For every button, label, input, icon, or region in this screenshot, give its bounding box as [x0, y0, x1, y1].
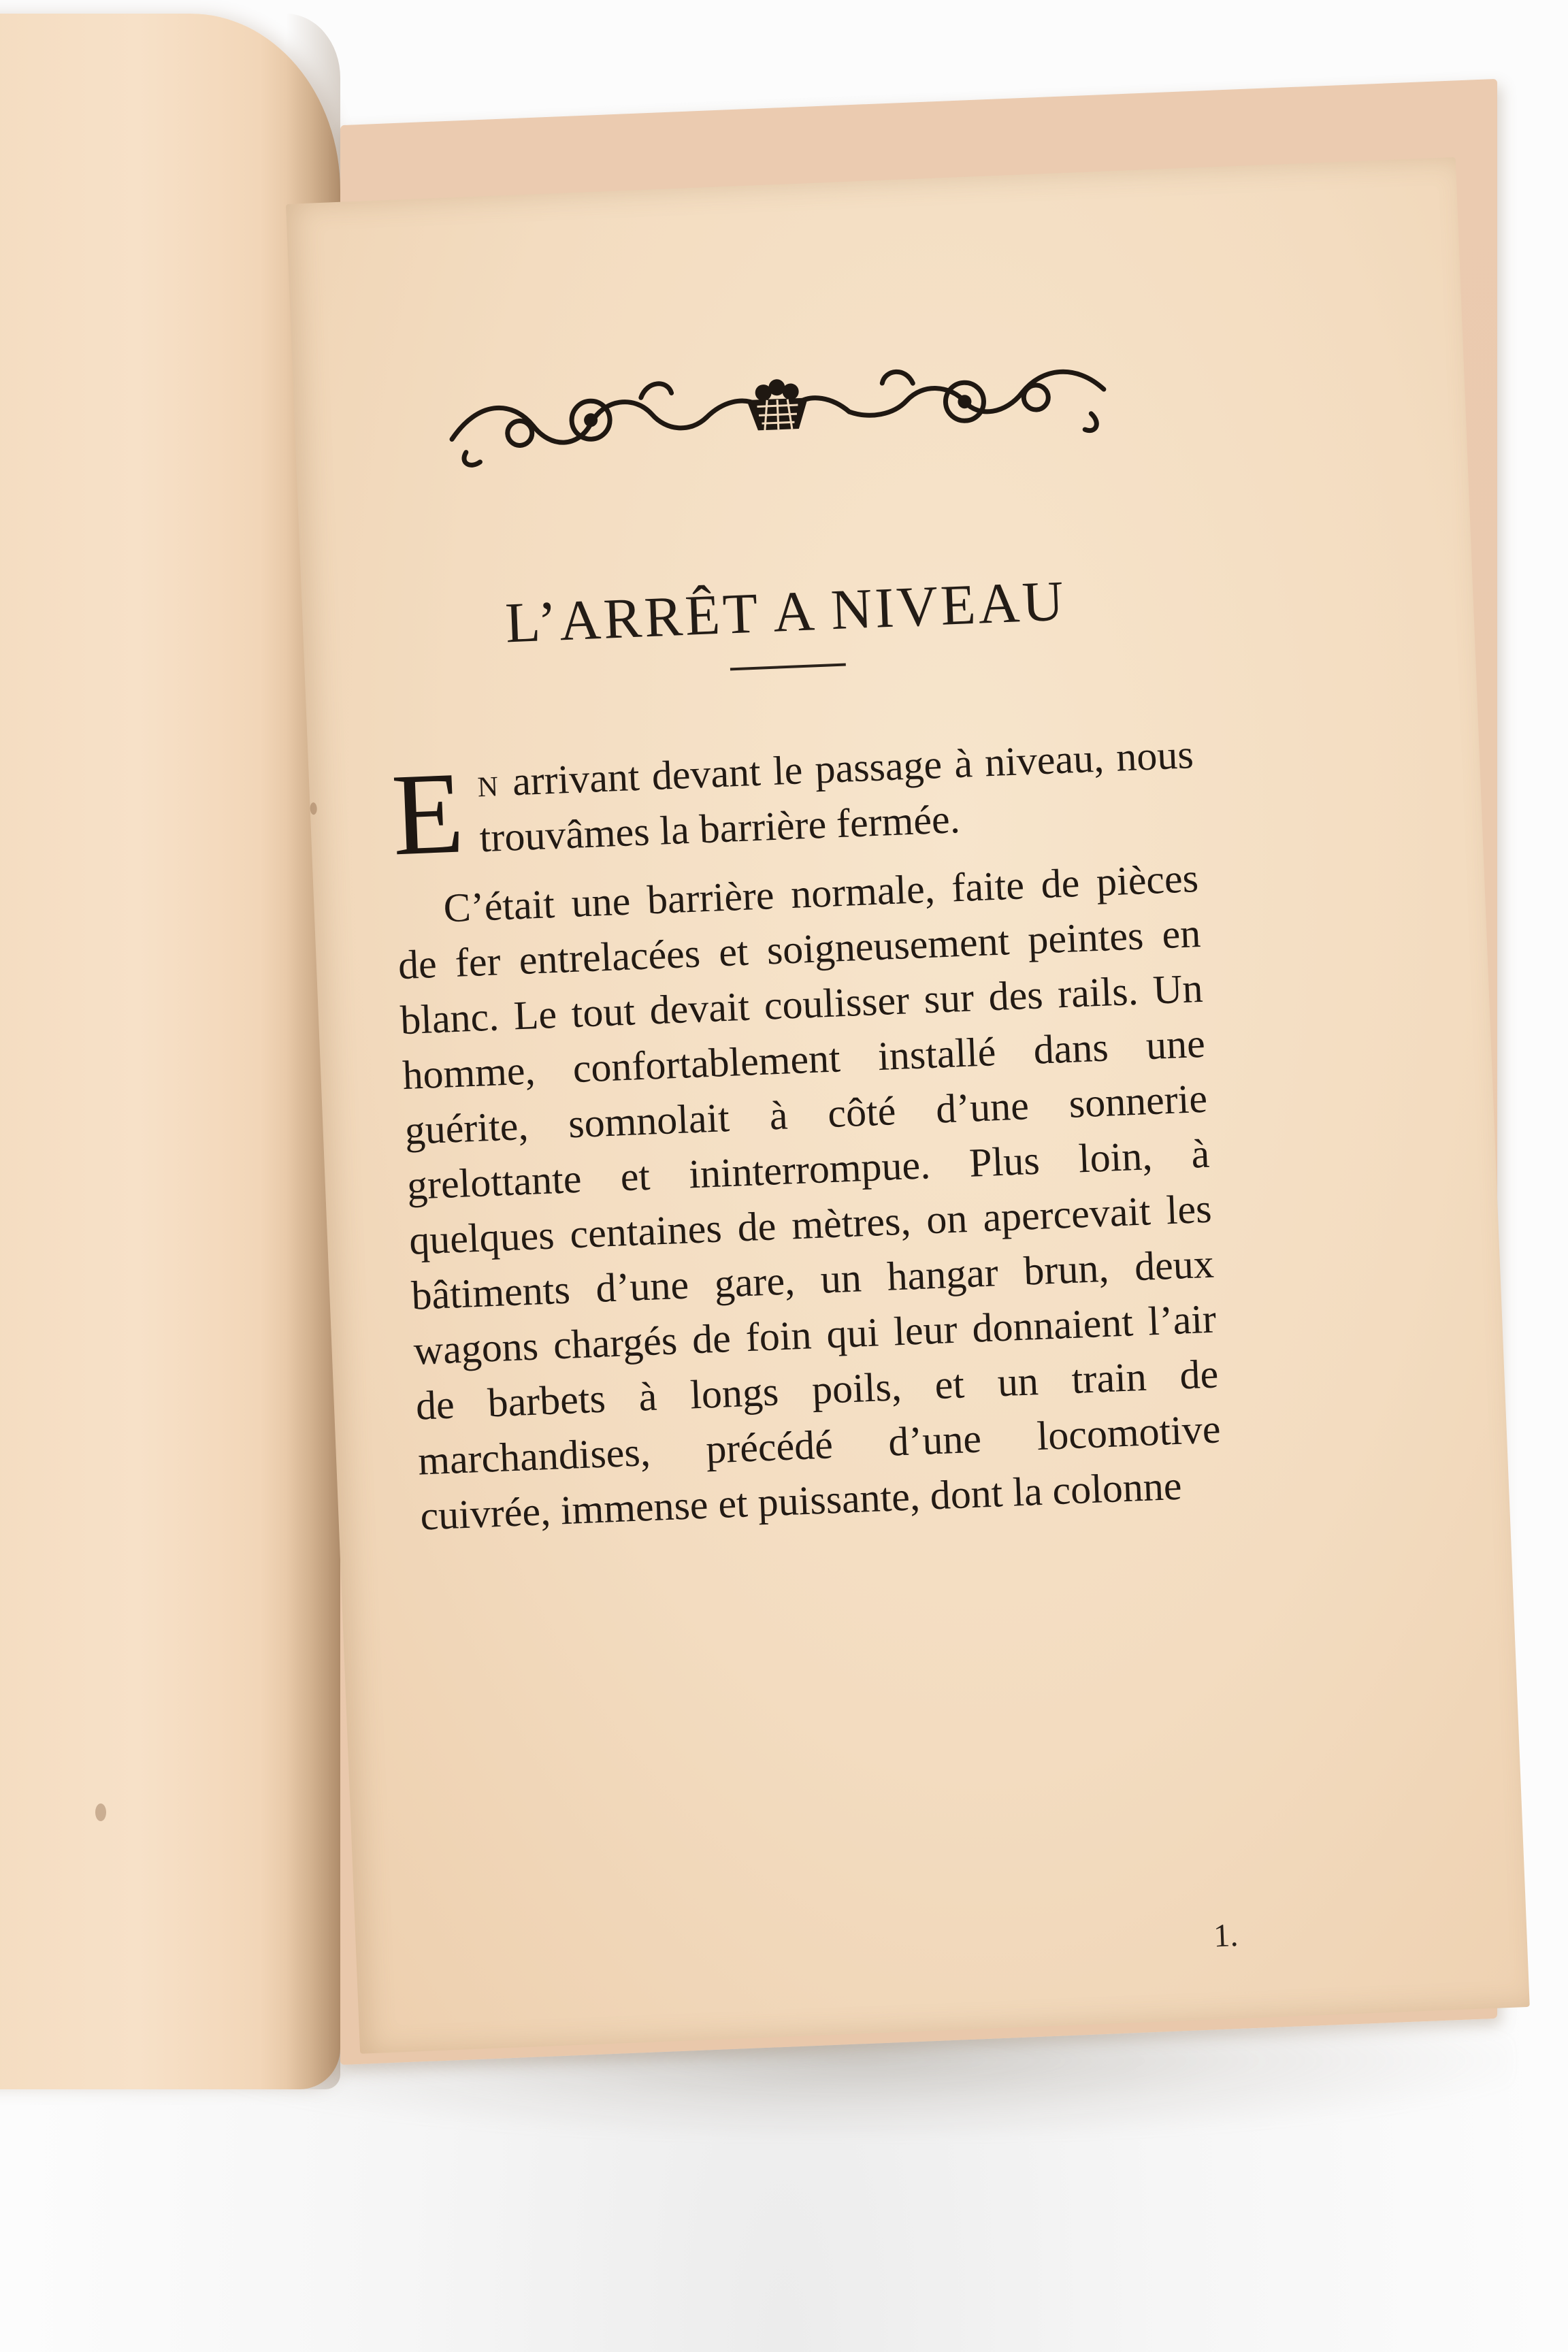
- left-page-curl: [0, 14, 340, 2089]
- drop-cap-continuation: n: [476, 760, 502, 806]
- paper-blemish: [310, 802, 317, 815]
- drop-cap: E: [389, 748, 466, 881]
- page-content: [374, 346, 1239, 1955]
- page-number: 1.: [1213, 1916, 1239, 1955]
- paragraph-1-text: arrivant devant le passage à niveau, nous trouvâmes la barrière fermée.: [478, 732, 1194, 861]
- chapter-title: L’ARRÊT A NIVEAU: [504, 569, 1068, 655]
- paragraph-2: C’était une barrière normale, faite de pièces de fer entrelacées et soigneusement peintes en blanc. Le tout devait coulisser sur des rails. Un homme, confortablement installé dans une guérite, somnolait à côté d’une sonnerie grelottante et ininterrompue. Plus loin, à quelques centaines de mètres, on apercevait les bâtiments d’une gare, un hangar brun, deux wagons chargés de foin qui leur donnaient l’air de barbets à longs poils, et un train de marchandises, précédé d’une locomotive cuivrée, immense et puissante, dont la colonne: [397, 855, 1222, 1539]
- scroll-vine-ornament-icon: [436, 348, 1120, 477]
- right-page: [286, 157, 1530, 2054]
- paragraph-1: [389, 727, 1197, 881]
- title-rule: [730, 664, 846, 671]
- paper-blemish: [95, 1803, 106, 1821]
- body-text: [390, 727, 1224, 1544]
